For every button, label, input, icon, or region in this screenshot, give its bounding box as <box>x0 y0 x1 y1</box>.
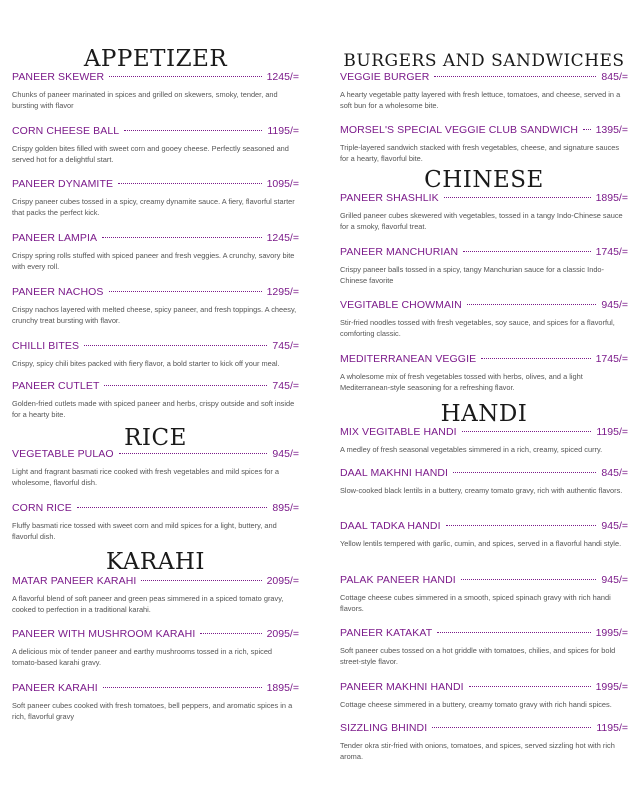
item-description: Crispy nachos layered with melted cheese, spicy paneer, and fresh toppings. A cheesy, crunchy treat bursting with flavor. <box>12 305 297 325</box>
menu-item <box>340 467 628 496</box>
dot-leader <box>141 580 261 581</box>
menu-item <box>340 353 628 393</box>
item-price: 845/= <box>601 467 628 479</box>
item-price: 745/= <box>272 340 299 352</box>
item-name: PANEER KATAKAT <box>340 627 433 639</box>
dot-leader <box>461 579 597 580</box>
item-name: PANEER DYNAMITE <box>12 178 114 190</box>
menu-item <box>340 627 628 667</box>
dot-leader <box>104 385 267 386</box>
item-description: Yellow lentils tempered with garlic, cumin, and spices, served in a flavorful handi style. <box>340 539 622 548</box>
section-title-chinese: CHINESE <box>424 167 544 193</box>
menu-item <box>12 448 299 488</box>
item-name: CORN RICE <box>12 502 72 514</box>
item-price: 1395/= <box>595 124 628 136</box>
item-description: A wholesome mix of fresh vegetables tossed with herbs, olives, and a light Mediterranean-style seasoning for a refreshing flavor. <box>340 372 583 392</box>
item-description: A hearty vegetable patty layered with fresh lettuce, tomatoes, and cheese, served in a soft bun for a wholesome bite. <box>340 90 621 110</box>
menu-item <box>340 574 628 614</box>
item-name: PANEER NACHOS <box>12 286 104 298</box>
menu-item <box>12 125 299 165</box>
item-description: Light and fragrant basmati rice cooked with fresh vegetables and mild spices for a wholesome, flavorful dish. <box>12 467 280 487</box>
dot-leader <box>453 472 596 473</box>
dot-leader <box>463 251 590 252</box>
item-description: A medley of fresh seasonal vegetables simmered in a rich, creamy, spiced curry. <box>340 445 603 454</box>
dot-leader <box>462 431 592 432</box>
section-title-burgers-and-sandwiches: BURGERS AND SANDWICHES <box>343 51 625 71</box>
dot-leader <box>583 129 590 130</box>
item-name: PALAK PANEER HANDI <box>340 574 456 586</box>
item-name: VEGITABLE CHOWMAIN <box>340 299 462 311</box>
item-price: 1895/= <box>595 192 628 204</box>
item-name: MIX VEGITABLE HANDI <box>340 426 457 438</box>
dot-leader <box>118 183 262 184</box>
item-price: 1195/= <box>596 426 628 438</box>
item-description: Cottage cheese simmered in a buttery, creamy tomato gravy with rich handi spices. <box>340 700 612 709</box>
item-description: Tender okra stir-fried with onions, tomatoes, and spices, served sizzling hot with rich aroma. <box>340 741 615 761</box>
item-name: MORSEL'S SPECIAL VEGGIE CLUB SANDWICH <box>340 124 579 136</box>
item-price: 945/= <box>601 574 628 586</box>
item-name: PANEER WITH MUSHROOM KARAHI <box>12 628 196 640</box>
item-description: Chunks of paneer marinated in spices and grilled on skewers, smoky, tender, and bursting with flavor <box>12 90 278 110</box>
item-name: PANEER SKEWER <box>12 71 105 83</box>
item-name: PANEER KARAHI <box>12 682 98 694</box>
item-name: PANEER LAMPIA <box>12 232 98 244</box>
item-description: Golden-fried cutlets made with spiced paneer and herbs, crispy outside and soft inside for a hearty bite. <box>12 399 295 419</box>
item-description: A flavorful blend of soft paneer and green peas simmered in a spiced tomato gravy, cooked to perfection in a traditional karahi. <box>12 594 284 614</box>
dot-leader <box>200 633 261 634</box>
item-name: PANEER SHASHLIK <box>340 192 439 204</box>
item-price: 1245/= <box>266 71 299 83</box>
dot-leader <box>467 304 597 305</box>
dot-leader <box>109 291 262 292</box>
dot-leader <box>434 76 596 77</box>
item-description: Crispy paneer balls tossed in a spicy, tangy Manchurian sauce for a classic Indo-Chinese favorite <box>340 265 605 285</box>
item-price: 845/= <box>601 71 628 83</box>
item-description: Fluffy basmati rice tossed with sweet corn and mild spices for a light, buttery, and flavorful dish. <box>12 521 277 541</box>
item-description: Crispy paneer cubes tossed in a spicy, creamy dynamite sauce. A fiery, flavorful starter that packs the perfect kick. <box>12 197 295 217</box>
item-description: Crispy, spicy chili bites packed with fiery flavor, a bold starter to kick off your meal. <box>12 359 280 368</box>
menu-item <box>340 299 628 339</box>
menu-item <box>340 722 628 762</box>
section-title-handi: HANDI <box>440 401 528 427</box>
item-description: Stir-fried noodles tossed with fresh vegetables, soy sauce, and spices for a flavorful, comforting classic. <box>340 318 615 338</box>
item-name: DAAL TADKA HANDI <box>340 520 441 532</box>
dot-leader <box>102 237 261 238</box>
menu-item <box>12 628 299 668</box>
item-name: MATAR PANEER KARAHI <box>12 575 137 587</box>
menu-item <box>340 246 628 286</box>
item-description: Crispy golden bites filled with sweet corn and gooey cheese. Perfectly seasoned and served hot for a delightful start. <box>12 144 289 164</box>
item-price: 945/= <box>601 520 628 532</box>
item-description: Grilled paneer cubes skewered with vegetables, tossed in a tangy Indo-Chinese sauce for a smoky, flavorful treat. <box>340 211 623 231</box>
item-name: CHILLI BITES <box>12 340 80 352</box>
item-description: A delicious mix of tender paneer and earthy mushrooms tossed in a rich, spiced tomato-based karahi gravy. <box>12 647 273 667</box>
item-description: Cottage cheese cubes simmered in a smooth, spiced spinach gravy with rich handi flavors. <box>340 593 611 613</box>
section-title-appetizer: APPETIZER <box>83 46 228 72</box>
item-description: Slow-cooked black lentils in a buttery, creamy tomato gravy, rich with authentic flavors. <box>340 486 623 495</box>
item-description: Crispy spring rolls stuffed with spiced paneer and fresh veggies. A crunchy, savory bite with every roll. <box>12 251 295 271</box>
item-name: DAAL MAKHNI HANDI <box>340 467 449 479</box>
menu-item <box>12 682 299 722</box>
menu-item <box>12 502 299 542</box>
menu-item <box>340 681 628 710</box>
item-name: VEGGIE BURGER <box>340 71 430 83</box>
dot-leader <box>444 197 591 198</box>
item-price: 2095/= <box>266 575 299 587</box>
item-price: 1995/= <box>595 681 628 693</box>
item-name: VEGETABLE PULAO <box>12 448 114 460</box>
dot-leader <box>77 507 268 508</box>
item-name: MEDITERRANEAN VEGGIE <box>340 353 477 365</box>
section-title-rice: RICE <box>124 425 187 451</box>
dot-leader <box>124 130 262 131</box>
dot-leader <box>119 453 268 454</box>
item-price: 1095/= <box>266 178 299 190</box>
item-name: PANEER CUTLET <box>12 380 100 392</box>
item-price: 745/= <box>272 380 299 392</box>
menu-item <box>12 232 299 272</box>
menu-item <box>340 71 628 111</box>
dot-leader <box>84 345 267 346</box>
item-price: 1895/= <box>266 682 299 694</box>
dot-leader <box>109 76 261 77</box>
item-name: PANEER MAKHNI HANDI <box>340 681 464 693</box>
dot-leader <box>481 358 590 359</box>
menu-item <box>12 71 299 111</box>
section-title-karahi: KARAHI <box>106 549 205 575</box>
item-name: CORN CHEESE BALL <box>12 125 120 137</box>
dot-leader <box>446 525 597 526</box>
item-price: 1195/= <box>267 125 299 137</box>
item-price: 1245/= <box>266 232 299 244</box>
menu-item <box>340 192 628 232</box>
item-description: Soft paneer cubes cooked with fresh tomatoes, bell peppers, and aromatic spices in a rich, flavorful gravy <box>12 701 293 721</box>
dot-leader <box>103 687 262 688</box>
item-price: 945/= <box>272 448 299 460</box>
menu-item <box>12 178 299 218</box>
item-price: 2095/= <box>266 628 299 640</box>
menu-item <box>12 575 299 615</box>
menu-item <box>12 340 299 369</box>
dot-leader <box>437 632 590 633</box>
menu-item <box>340 426 628 455</box>
item-description: Triple-layered sandwich stacked with fresh vegetables, cheese, and signature sauces for a hearty, flavorful bite. <box>340 143 620 163</box>
item-price: 1295/= <box>266 286 299 298</box>
menu-item <box>340 124 628 164</box>
dot-leader <box>469 686 591 687</box>
menu-item <box>340 520 628 549</box>
item-price: 895/= <box>272 502 299 514</box>
dot-leader <box>432 727 591 728</box>
menu-item <box>12 286 299 326</box>
item-price: 1995/= <box>595 627 628 639</box>
item-description: Soft paneer cubes tossed on a hot griddle with tomatoes, chilies, and spices for bold street-style flavor. <box>340 646 616 666</box>
item-price: 1745/= <box>595 246 628 258</box>
item-price: 1195/= <box>596 722 628 734</box>
item-name: SIZZLING BHINDI <box>340 722 428 734</box>
menu-item <box>12 380 299 420</box>
item-price: 945/= <box>601 299 628 311</box>
item-price: 1745/= <box>595 353 628 365</box>
item-name: PANEER MANCHURIAN <box>340 246 459 258</box>
